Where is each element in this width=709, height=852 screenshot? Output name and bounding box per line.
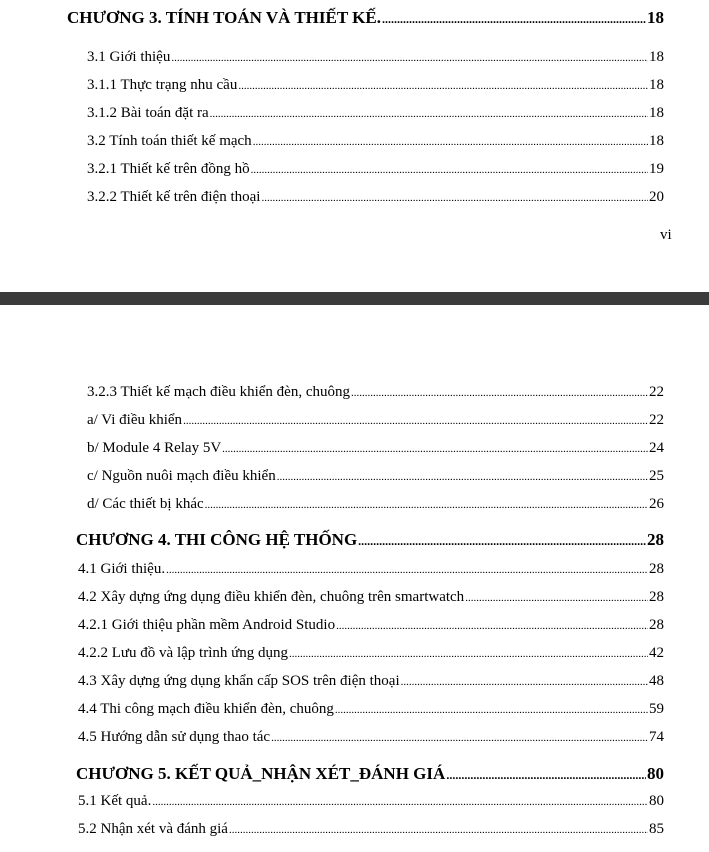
toc-page-number: 19 [649,161,664,177]
toc-page-number: 28 [647,530,664,549]
toc-page-number: 48 [649,673,664,689]
toc-page-number: 42 [649,645,664,661]
toc-entry-label: 3.2.2 Thiết kế trên điện thoại [87,189,261,205]
toc-page-number: 18 [649,133,664,149]
toc-entry-label: 4.2.2 Lưu đồ và lập trình ứng dụng [78,645,288,661]
toc-page-number: 80 [647,764,664,783]
leader-dots [166,561,648,579]
toc-page-number: 28 [649,589,664,605]
toc-entry[interactable] [78,672,664,691]
leader-dots [222,440,648,458]
leader-dots [465,589,648,607]
toc-page-number: 24 [649,440,664,456]
toc-entry-label: 5.2 Nhận xét và đánh giá [78,821,228,837]
leader-dots [261,189,648,207]
toc-entry-label: 3.2.1 Thiết kế trên đồng hồ [87,161,250,177]
leader-dots [183,412,648,430]
toc-page-number: 18 [649,77,664,93]
toc-entry-label: b/ Module 4 Relay 5V [87,440,222,456]
toc-entry-label: d/ Các thiết bị khác [87,496,204,512]
toc-entry[interactable] [87,160,664,179]
toc-entry-label: 3.1.1 Thực trạng nhu cầu [87,77,238,93]
leader-dots [205,496,648,514]
leader-dots [253,133,648,151]
page-number: vi [660,227,672,243]
toc-entry-label: c/ Nguồn nuôi mạch điều khiển [87,468,276,484]
toc-chapter-5[interactable] [76,764,664,785]
leader-dots [289,645,648,663]
toc-page-number: 22 [649,412,664,428]
toc-entry-label: 4.3 Xây dựng ứng dụng khẩn cấp SOS trên điện thoại [78,673,400,689]
toc-page-number: 85 [649,821,664,837]
leader-dots [336,617,648,635]
toc-entry[interactable] [78,728,664,747]
leader-dots [277,468,648,486]
toc-entry[interactable] [87,411,664,430]
leader-dots [382,9,646,29]
page-separator [0,292,709,305]
leader-dots [238,77,648,95]
leader-dots [335,701,648,719]
toc-entry[interactable] [78,792,664,811]
toc-entry[interactable] [87,104,664,123]
toc-entry[interactable] [78,616,664,635]
toc-entry[interactable] [78,644,664,663]
toc-chapter-4[interactable] [76,530,664,551]
toc-entry-label: 3.2.3 Thiết kế mạch điều khiển đèn, chuông [87,384,350,400]
toc-chapter-3[interactable] [67,8,664,29]
toc-entry[interactable] [87,495,664,514]
toc-entry-label: 4.1 Giới thiệu. [78,561,166,577]
toc-page-number: 18 [647,8,664,27]
toc-entry[interactable] [87,383,664,402]
toc-entry-label: 4.2.1 Giới thiệu phần mềm Android Studio [78,617,336,633]
leader-dots [251,161,648,179]
toc-page-number: 74 [649,729,664,745]
toc-entry-label: 3.1 Giới thiệu [87,49,171,65]
leader-dots [446,765,646,785]
toc-entry[interactable] [87,188,664,207]
toc-page-number: 18 [649,105,664,121]
toc-entry[interactable] [78,588,664,607]
toc-page-number: 80 [649,793,664,809]
toc-page-number: 20 [649,189,664,205]
toc-entry-label: 5.1 Kết quả. [78,793,152,809]
toc-entry[interactable] [87,48,664,67]
leader-dots [171,49,648,67]
leader-dots [271,729,648,747]
toc-page-number: 28 [649,617,664,633]
toc-entry-label: 4.2 Xây dựng ứng dụng điều khiển đèn, chuông trên smartwatch [78,589,465,605]
toc-entry-label: 3.2 Tính toán thiết kế mạch [87,133,252,149]
toc-page-number: 28 [649,561,664,577]
toc-entry[interactable] [87,76,664,95]
leader-dots [152,793,648,811]
toc-page-number: 59 [649,701,664,717]
toc-entry[interactable] [87,439,664,458]
toc-page-number: 18 [649,49,664,65]
leader-dots [351,384,648,402]
toc-page-1 [0,0,709,292]
toc-page-number: 26 [649,496,664,512]
toc-page-number: 22 [649,384,664,400]
leader-dots [229,821,648,839]
toc-entry[interactable] [78,560,664,579]
toc-entry[interactable] [87,467,664,486]
toc-entry-label: 3.1.2 Bài toán đặt ra [87,105,209,121]
toc-chapter-label: CHƯƠNG 5. KẾT QUẢ_NHẬN XÉT_ĐÁNH GIÁ [76,764,446,783]
leader-dots [401,673,648,691]
toc-entry-label: 4.5 Hướng dẫn sử dụng thao tác [78,729,271,745]
toc-chapter-label: CHƯƠNG 3. TÍNH TOÁN VÀ THIẾT KẾ. [67,8,381,27]
toc-entry[interactable] [87,132,664,151]
toc-page-number: 25 [649,468,664,484]
toc-page-2 [0,305,709,852]
toc-entry-label: 4.4 Thi công mạch điều khiển đèn, chuông [78,701,334,717]
leader-dots [210,105,648,123]
toc-entry[interactable] [78,820,664,839]
leader-dots [358,531,646,551]
toc-chapter-label: CHƯƠNG 4. THI CÔNG HỆ THỐNG [76,530,358,549]
toc-entry[interactable] [78,700,664,719]
toc-entry-label: a/ Vi điều khiển [87,412,183,428]
